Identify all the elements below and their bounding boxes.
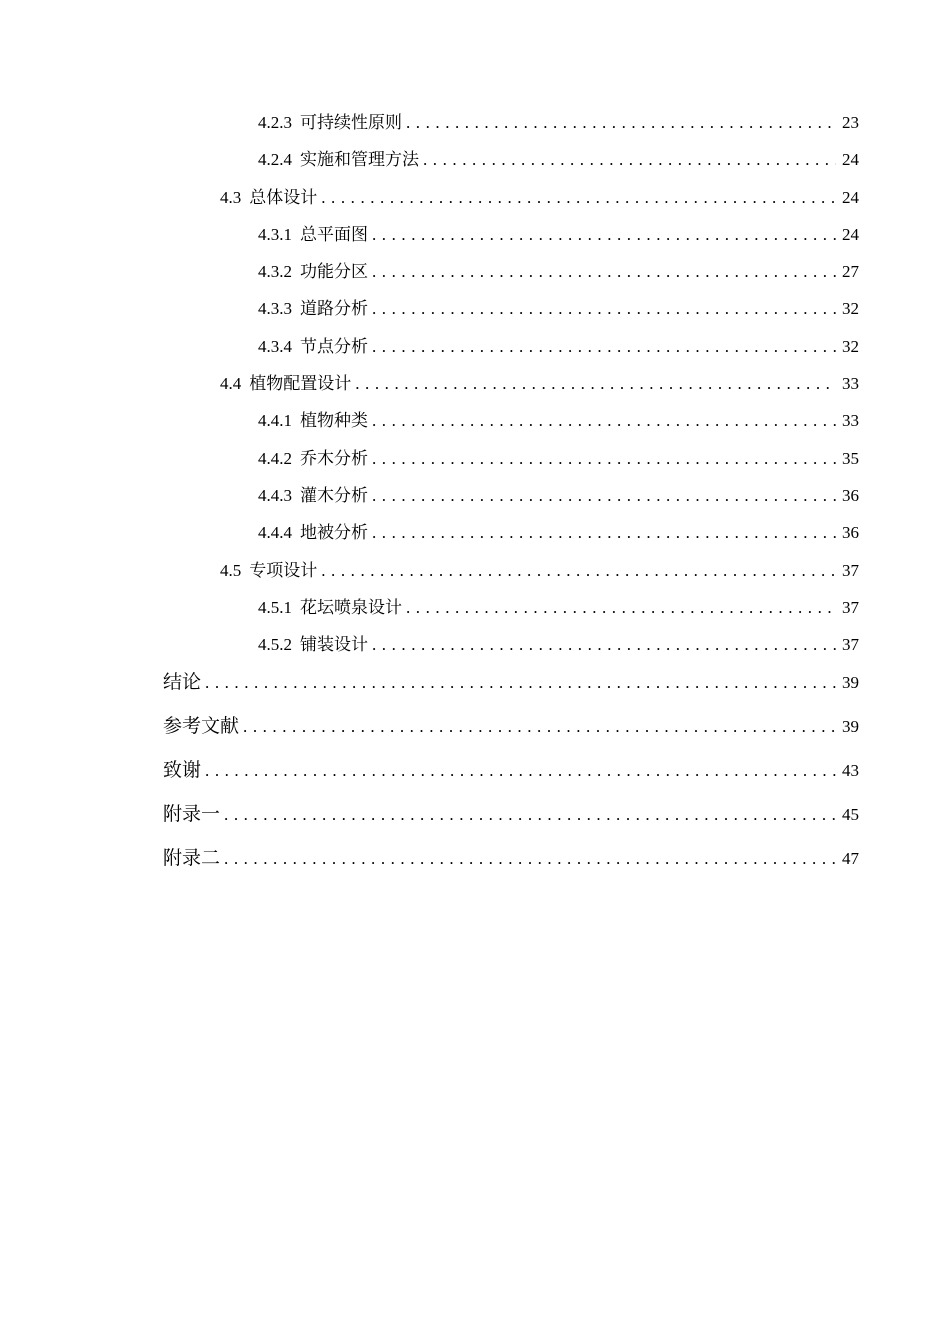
toc-entry-4-3-1[interactable] [0, 220, 950, 257]
toc-entry-page-number: 24 [842, 224, 859, 244]
dot-leader [372, 337, 836, 357]
toc-entry-number: 4.2.3 [258, 113, 292, 132]
toc-entry-page-number: 24 [842, 187, 859, 207]
toc-entry-page-number: 47 [842, 848, 859, 868]
toc-entry-title: 地被分析 [300, 523, 368, 543]
toc-entry-number: 4.4.4 [258, 523, 292, 543]
dot-leader [243, 717, 836, 737]
toc-entry-4-4[interactable] [0, 369, 950, 406]
dot-leader [355, 374, 836, 394]
toc-entry-title: 花坛喷泉设计 [300, 597, 402, 617]
toc-entry-4-5-2[interactable] [0, 630, 950, 667]
toc-entry-title: 总平面图 [300, 224, 368, 244]
toc-entry-title: 参考文献 [163, 715, 240, 738]
toc-entry-page-number: 32 [842, 336, 859, 356]
toc-entry-references[interactable] [0, 711, 950, 755]
toc-entry-number: 4.2.4 [258, 150, 292, 170]
toc-entry-number: 4.3 [220, 187, 242, 207]
dot-leader [372, 449, 836, 469]
toc-entry-4-4-3[interactable] [0, 481, 950, 518]
toc-entry-page-number: 36 [842, 485, 859, 505]
toc-entry-title: 致谢 [163, 759, 202, 782]
toc-entry-page-number: 45 [842, 804, 859, 824]
dot-leader [205, 673, 836, 693]
toc-entry-number: 4.3.2 [258, 262, 292, 282]
toc-entry-appendix-1[interactable] [0, 799, 950, 843]
table-of-contents [0, 108, 950, 886]
toc-entry-number: 4.5.1 [258, 597, 292, 617]
dot-leader [372, 486, 836, 506]
dot-leader [423, 150, 836, 170]
toc-entry-4-5-1[interactable] [0, 593, 950, 630]
toc-entry-page-number: 37 [842, 635, 859, 655]
dot-leader [224, 805, 836, 825]
toc-entry-4-3-4[interactable] [0, 332, 950, 369]
toc-entry-4-2-3[interactable] [0, 108, 950, 145]
toc-entry-title: 附录二 [163, 846, 221, 869]
dot-leader [406, 113, 836, 133]
toc-entry-4-5[interactable] [0, 556, 950, 593]
toc-entry-title: 总体设计 [249, 187, 318, 207]
toc-entry-4-4-1[interactable] [0, 406, 950, 443]
toc-entry-title: 专项设计 [249, 560, 318, 580]
toc-entry-page-number: 37 [842, 560, 859, 580]
toc-entry-4-2-4[interactable] [0, 145, 950, 182]
toc-entry-title: 铺装设计 [300, 635, 368, 655]
toc-entry-title: 附录一 [163, 802, 221, 825]
toc-entry-number: 4.5.2 [258, 635, 292, 655]
toc-entry-title: 结论 [163, 671, 202, 694]
toc-entry-page-number: 39 [842, 673, 859, 693]
toc-entry-page-number: 27 [842, 262, 859, 282]
dot-leader [372, 411, 836, 431]
toc-entry-title: 可持续性原则 [300, 113, 402, 132]
toc-entry-number: 4.3.1 [258, 224, 292, 244]
dot-leader [372, 262, 836, 282]
toc-entry-4-3-2[interactable] [0, 257, 950, 294]
toc-entry-page-number: 43 [842, 761, 859, 781]
toc-entry-page-number: 35 [842, 448, 859, 468]
toc-entry-title: 道路分析 [300, 299, 368, 319]
toc-entry-number: 4.4 [220, 374, 242, 394]
toc-entry-title: 植物配置设计 [249, 374, 352, 394]
toc-entry-number: 4.3.4 [258, 336, 292, 356]
dot-leader [321, 561, 836, 581]
dot-leader [205, 761, 836, 781]
dot-leader [406, 598, 836, 618]
dot-leader [224, 849, 836, 869]
toc-entry-page-number: 33 [842, 374, 859, 394]
toc-entry-conclusion[interactable] [0, 667, 950, 711]
toc-entry-acknowledgements[interactable] [0, 755, 950, 799]
toc-entry-4-4-4[interactable] [0, 518, 950, 555]
toc-entry-title: 节点分析 [300, 336, 368, 356]
toc-entry-4-3-3[interactable] [0, 294, 950, 331]
toc-entry-page-number: 32 [842, 299, 859, 319]
toc-entry-page-number: 37 [842, 597, 859, 617]
toc-entry-title: 灌木分析 [300, 485, 368, 505]
toc-entry-number: 4.5 [220, 560, 242, 580]
toc-entry-number: 4.3.3 [258, 299, 292, 319]
toc-entry-appendix-2[interactable] [0, 843, 950, 887]
toc-entry-title: 实施和管理方法 [300, 150, 419, 170]
toc-entry-number: 4.4.1 [258, 411, 292, 431]
dot-leader [372, 299, 836, 319]
toc-entry-page-number: 23 [842, 113, 859, 132]
toc-entry-title: 乔木分析 [300, 448, 368, 468]
dot-leader [372, 225, 836, 245]
toc-entry-title: 功能分区 [300, 262, 368, 282]
dot-leader [372, 523, 836, 543]
toc-entry-4-3[interactable] [0, 183, 950, 220]
toc-entry-page-number: 39 [842, 717, 859, 737]
toc-entry-number: 4.4.3 [258, 485, 292, 505]
toc-entry-number: 4.4.2 [258, 448, 292, 468]
toc-entry-page-number: 36 [842, 523, 859, 543]
dot-leader [372, 635, 836, 655]
dot-leader [321, 188, 836, 208]
toc-entry-title: 植物种类 [300, 411, 368, 431]
toc-entry-page-number: 24 [842, 150, 859, 170]
toc-entry-page-number: 33 [842, 411, 859, 431]
toc-entry-4-4-2[interactable] [0, 444, 950, 481]
